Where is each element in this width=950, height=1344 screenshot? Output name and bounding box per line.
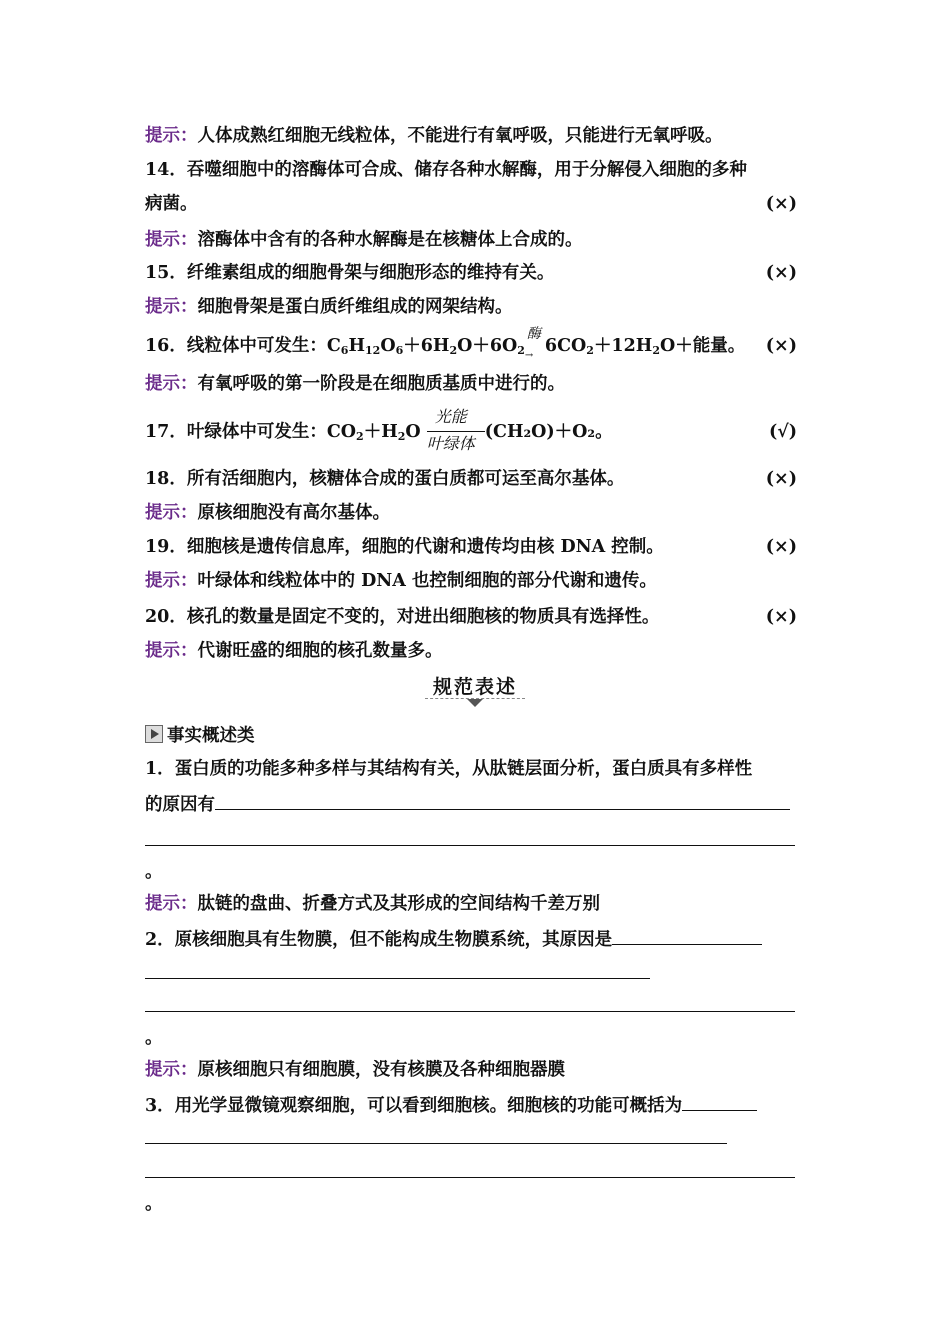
equation-products: (CH₂O)＋O₂。 — [484, 422, 613, 442]
item-number: 17． — [145, 422, 187, 442]
item-number: 19． — [145, 537, 187, 557]
question-text: 的原因有 — [145, 795, 215, 815]
answer-blank[interactable] — [612, 926, 762, 945]
item-number: 16． — [145, 336, 187, 356]
equation-reactants: $C_6H_{12}O_6+6H_2O+6O_2$ — [326, 336, 525, 357]
item-text: 吞噬细胞中的溶酶体可合成、储存各种水解酶，用于分解侵入细胞的多种 — [186, 160, 747, 180]
hint-label: 提示： — [145, 230, 198, 250]
answer-line[interactable] — [145, 1177, 795, 1178]
hint-label: 提示： — [145, 374, 198, 394]
hint-13 — [145, 124, 805, 148]
item-text: 细胞核是遗传信息库，细胞的代谢和遗传均由核 DNA 控制。 — [186, 537, 664, 557]
judgement-mark: (×) — [765, 537, 797, 557]
item-14-line1 — [145, 158, 805, 182]
triangle-down-icon — [467, 699, 483, 707]
hint-16 — [145, 372, 805, 396]
hint-text: 原核细胞没有高尔基体。 — [197, 503, 390, 523]
hint-label: 提示： — [145, 126, 198, 146]
item-text: 核孔的数量是固定不变的，对进出细胞核的物质具有选择性。 — [186, 607, 660, 627]
hint-label: 提示： — [145, 641, 198, 661]
hint-text: 肽链的盘曲、折叠方式及其形成的空间结构千差万别 — [197, 894, 600, 914]
equation-reactants: $CO_2+H_2O$ — [326, 422, 427, 443]
question-3-end — [145, 1192, 805, 1216]
sub-heading-text: 事实概述类 — [167, 726, 255, 746]
play-icon — [145, 725, 163, 743]
judgement-mark: (×) — [765, 336, 797, 356]
item-text: 叶绿体中可发生： — [186, 422, 327, 442]
item-number: 20． — [145, 607, 187, 627]
hint-text: 叶绿体和线粒体中的 DNA 也控制细胞的部分代谢和遗传。 — [197, 571, 657, 591]
question-1-line1 — [145, 757, 805, 781]
equation-products: $6CO_2+12H_2O+$能量。 — [544, 336, 746, 357]
hint-text: 人体成熟红细胞无线粒体，不能进行有氧呼吸，只能进行无氧呼吸。 — [197, 126, 723, 146]
item-14-line2 — [145, 192, 805, 216]
hint-text: 原核细胞只有细胞膜，没有核膜及各种细胞器膜 — [197, 1060, 565, 1080]
question-number: 3． — [145, 1096, 175, 1116]
item-text: 病菌。 — [145, 194, 198, 214]
hint-label: 提示： — [145, 894, 198, 914]
item-text: 线粒体中可发生： — [186, 336, 327, 356]
item-20 — [145, 605, 805, 629]
hint-18 — [145, 501, 805, 525]
hint-label: 提示： — [145, 503, 198, 523]
item-number: 14． — [145, 160, 187, 180]
judgement-mark: (×) — [765, 263, 797, 283]
reaction-condition — [426, 407, 485, 453]
item-text: 所有活细胞内，核糖体合成的蛋白质都可运至高尔基体。 — [186, 469, 625, 489]
section-title — [0, 672, 950, 699]
judgement-mark: (×) — [765, 607, 797, 627]
enzyme-condition — [524, 326, 545, 361]
hint-text: 有氧呼吸的第一阶段是在细胞质基质中进行的。 — [197, 374, 565, 394]
item-text: 纤维素组成的细胞骨架与细胞形态的维持有关。 — [186, 263, 555, 283]
condition-top: 光能 — [434, 407, 467, 426]
question-text: 用光学显微镜观察细胞，可以看到细胞核。细胞核的功能可概括为 — [174, 1096, 683, 1116]
item-number: 15． — [145, 263, 187, 283]
answer-line[interactable] — [145, 978, 650, 979]
condition-bottom: 叶绿体 — [426, 434, 475, 453]
sub-heading — [145, 722, 255, 747]
answer-line[interactable] — [145, 1011, 795, 1012]
question-text: 蛋白质的功能多种多样与其结构有关，从肽链层面分析，蛋白质具有多样性 — [174, 759, 753, 779]
answer-blank[interactable] — [215, 791, 790, 810]
question-text: 原核细胞具有生物膜，但不能构成生物膜系统，其原因是 — [174, 930, 613, 950]
answer-blank[interactable] — [682, 1092, 757, 1111]
hint-text: 代谢旺盛的细胞的核孔数量多。 — [197, 641, 443, 661]
hint-label: 提示： — [145, 1060, 198, 1080]
judgement-mark: (×) — [765, 194, 797, 214]
item-17 — [145, 407, 805, 453]
period: 。 — [145, 862, 163, 882]
hint-15 — [145, 295, 805, 319]
hint-20 — [145, 639, 805, 663]
item-16 — [145, 326, 805, 361]
question-1-line2 — [145, 791, 805, 817]
period: 。 — [145, 1028, 163, 1048]
question-2-line1 — [145, 926, 805, 952]
hint-q1 — [145, 892, 805, 916]
arrow-icon: → — [524, 350, 534, 361]
answer-line[interactable] — [145, 1143, 727, 1144]
hint-q2 — [145, 1058, 805, 1082]
judgement-mark: (√) — [768, 422, 797, 442]
question-1-end — [145, 860, 805, 884]
hint-text: 溶酶体中含有的各种水解酶是在核糖体上合成的。 — [197, 230, 583, 250]
question-3-line1 — [145, 1092, 805, 1118]
hint-19 — [145, 569, 805, 593]
hint-14 — [145, 228, 805, 252]
period: 。 — [145, 1194, 163, 1214]
hint-label: 提示： — [145, 297, 198, 317]
item-number: 18． — [145, 469, 187, 489]
section-title-text: 规范表述 — [432, 676, 517, 698]
answer-line[interactable] — [145, 845, 795, 846]
question-number: 2． — [145, 930, 175, 950]
item-15 — [145, 261, 805, 285]
item-18 — [145, 467, 805, 491]
question-2-end — [145, 1026, 805, 1050]
question-number: 1． — [145, 759, 175, 779]
hint-text: 细胞骨架是蛋白质纤维组成的网架结构。 — [197, 297, 513, 317]
judgement-mark: (×) — [765, 469, 797, 489]
hint-label: 提示： — [145, 571, 198, 591]
enzyme-label: 酶 — [526, 326, 541, 342]
item-19 — [145, 535, 805, 559]
